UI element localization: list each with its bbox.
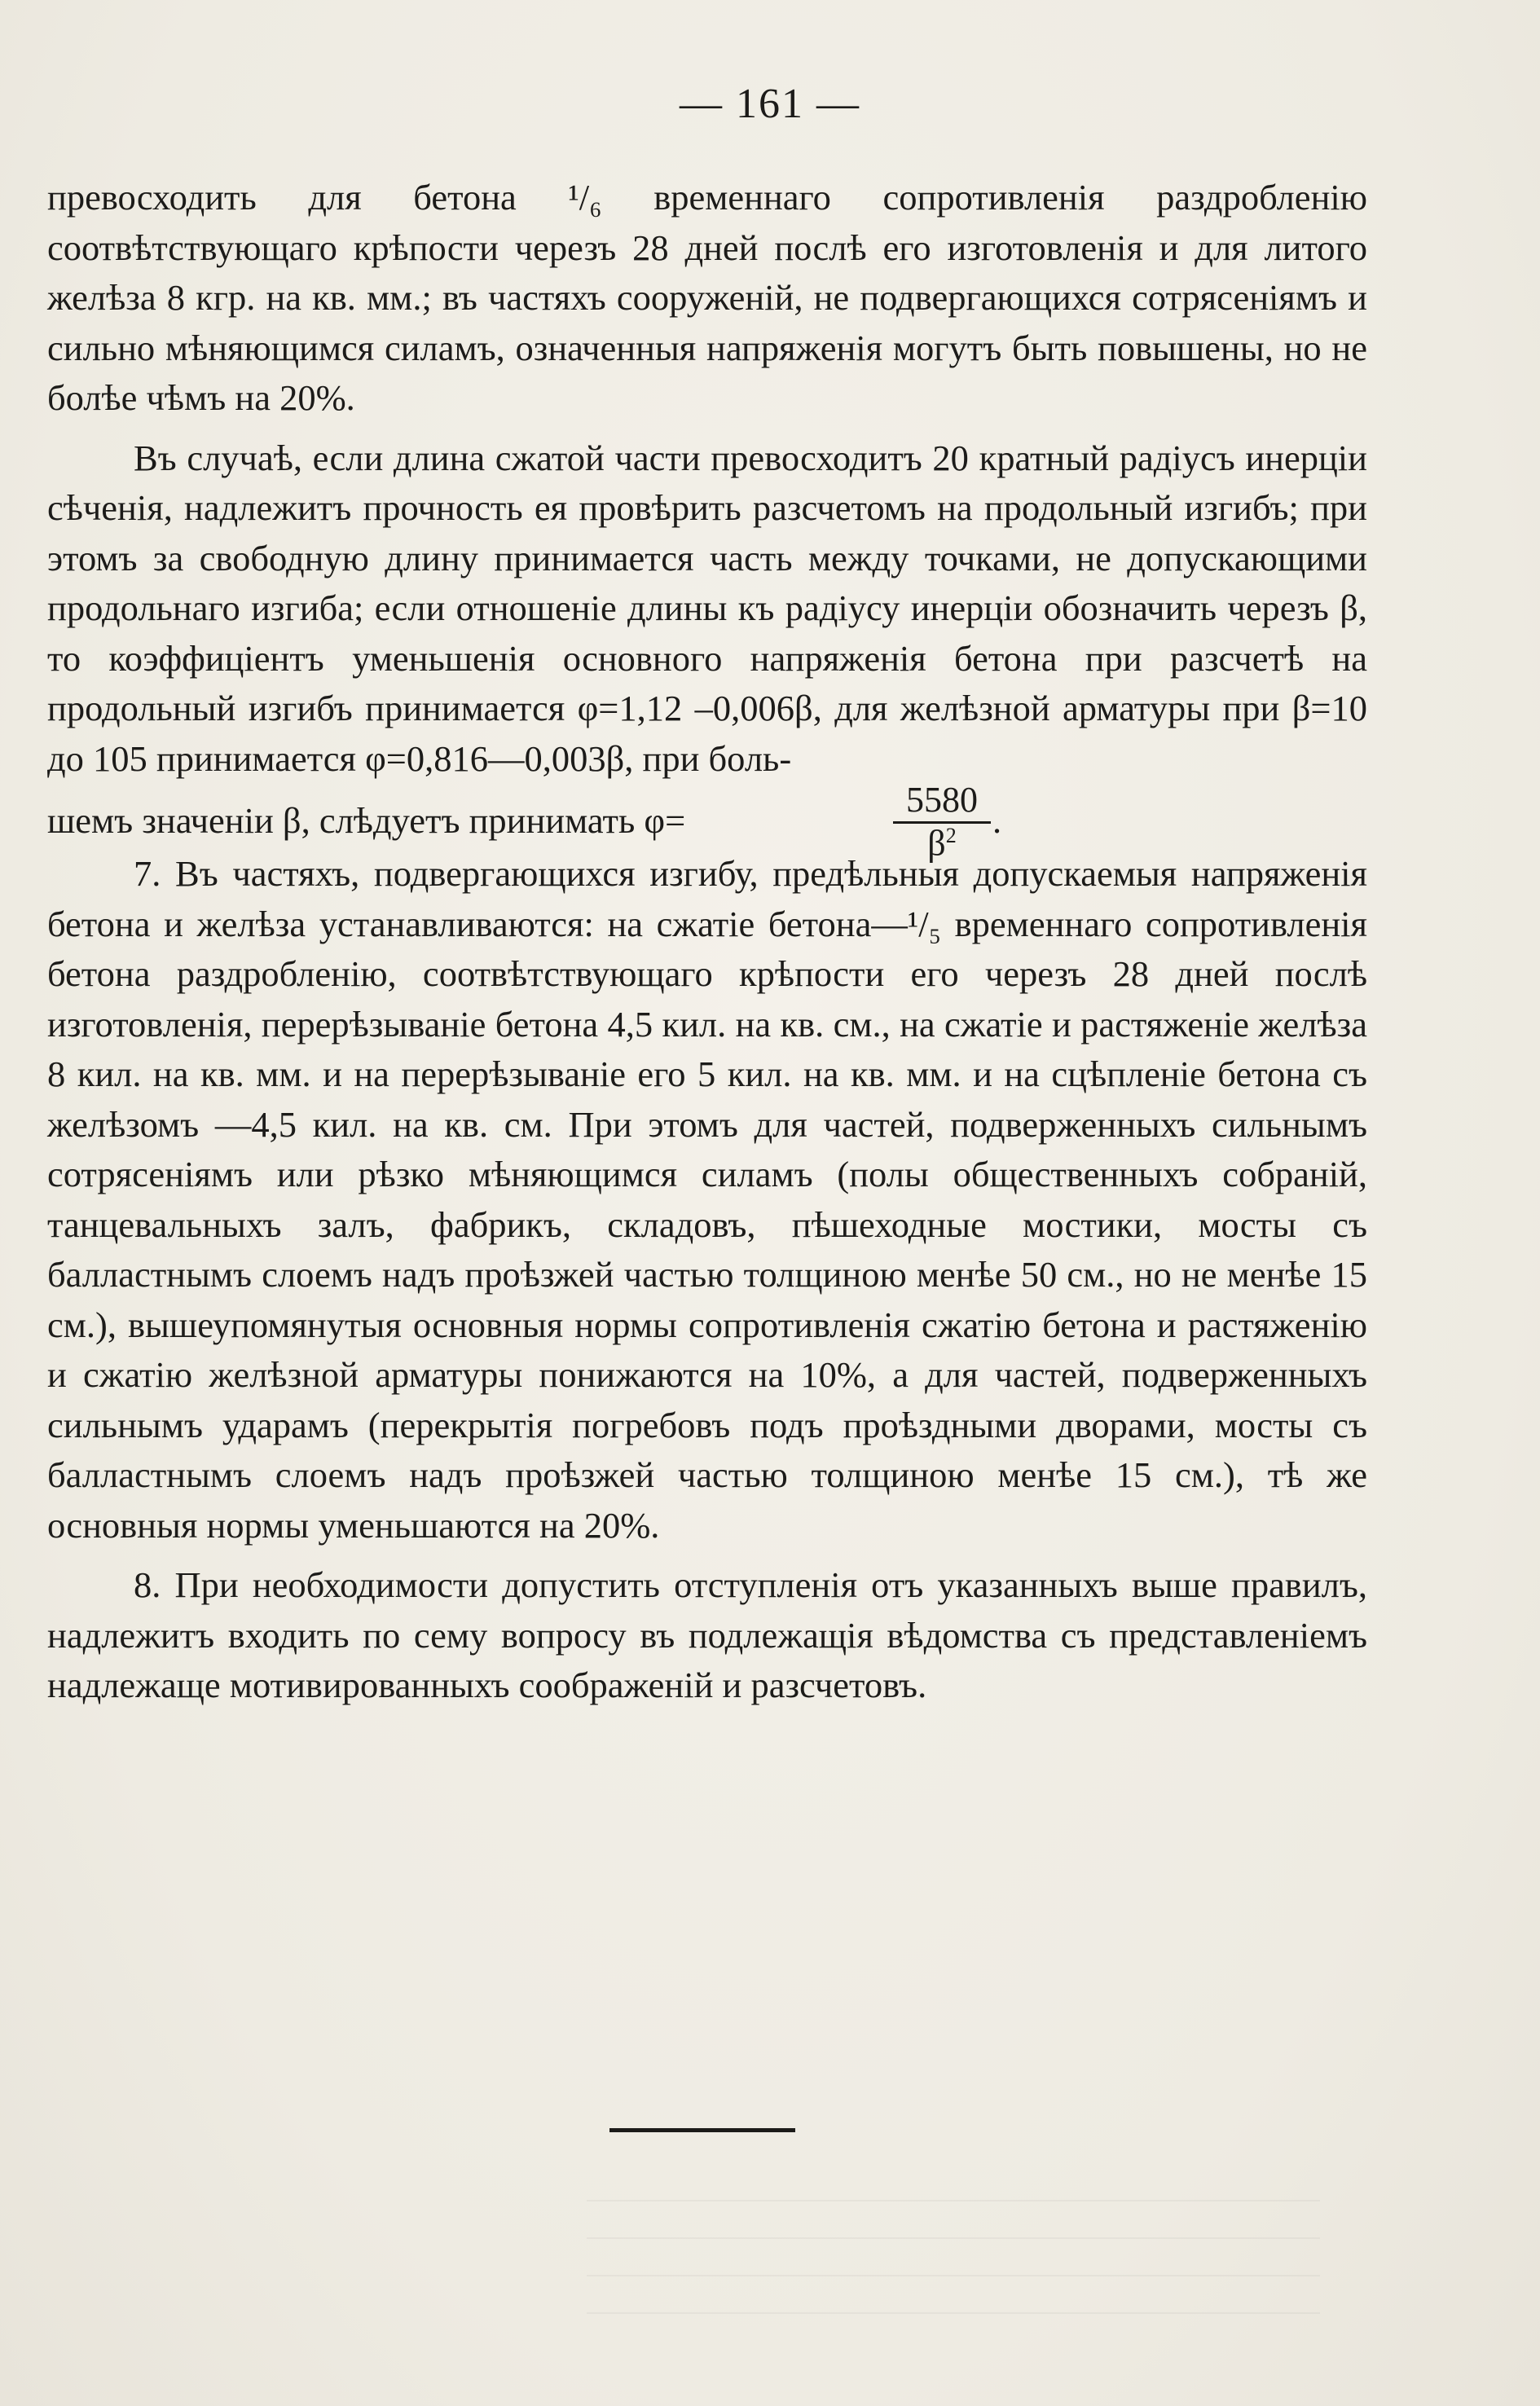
formula-lead-text: шемъ значеніи β, слѣдуетъ принимать φ=	[47, 799, 686, 841]
fraction-numerator: 5580	[893, 782, 991, 824]
paragraph-item-7: 7. Въ частяхъ, подвергающихся изгибу, предѣльныя допускаемыя напряженія бетона и желѣза устанавливаются: на сжатіе бетона—¹/₅ временнаго сопротивленія бетона раздробленію, соотвѣтствующаго крѣпости его черезъ 28 дней послѣ изготовленія, перерѣзываніе бетона 4,5 кил. на кв. см., на сжатіе и растяженіе желѣза 8 кил. на кв. мм. и на перерѣзываніе его 5 кил. на кв. мм. и на сцѣпленіе бетона съ желѣзомъ —4,5 кил. на кв. см. При этомъ для частей, подверженныхъ сильнымъ сотрясеніямъ или рѣзко мѣняющимся силамъ (полы общественныхъ собраній, танцевальныхъ залъ, фабрикъ, складовъ, пѣшеходные мостики, мосты съ балластнымъ слоемъ надъ проѣзжей частью толщиною менѣе 50 см., но не менѣе 15 см.), вышеупомянутыя основныя нормы сопротивленія сжатію бетона и растяженію и сжатію желѣзной арматуры понижаются на 10%, а для частей, подверженныхъ сильнымъ ударамъ (перекрытія погребовъ подъ проѣздными дворами, мосты съ балластнымъ слоемъ надъ проѣзжей частью толщиною менѣе 15 см.), тѣ же основныя нормы уменьшаются на 20%.	[47, 853, 1367, 1546]
formula-tail: .	[992, 799, 1002, 841]
section-end-rule	[609, 2128, 795, 2132]
denominator-symbol: β	[927, 824, 946, 864]
denominator-exponent: 2	[945, 824, 957, 848]
paragraph-item-8: 8. При необходимости допустить отступленія отъ указанныхъ выше правилъ, надлежитъ входить по сему вопросу въ подлежащія вѣдомства съ представленіемъ надлежаще мотивированныхъ соображеній и разсчетовъ.	[47, 1564, 1367, 1705]
paragraph-continuation: превосходить для бетона ¹/₆ временнаго сопротивленія раздробленію соотвѣтствующаго крѣпости черезъ 28 дней послѣ его изготовленія и для литого желѣза 8 кгр. на кв. мм.; въ частяхъ сооруженій, не подвергающихся сотрясеніямъ и сильно мѣняющимся силамъ, означенныя напряженія могутъ быть повышены, но не болѣе чѣмъ на 20%.	[47, 177, 1367, 418]
page-body	[47, 173, 1367, 1711]
page-number: — 161 —	[680, 81, 860, 127]
paragraph-buckling: Въ случаѣ, если длина сжатой части превосходитъ 20 кратный радіусъ инерціи сѣченія, надлежитъ прочность ея провѣрить разсчетомъ на продольный изгибъ; при этомъ за свободную длину принимается часть между точками, не допускающими продольнаго изгиба; если отношеніе длины къ радіусу инерціи обозначить черезъ β, то коэффиціентъ уменьшенія основного напряженія бетона при разсчетѣ на продольный изгибъ принимается φ=1,12 –0,006β, для желѣзной арматуры при β=10 до 105 принимается φ=0,816—0,003β, при боль-	[47, 437, 1367, 779]
formula-fraction	[893, 782, 991, 862]
fraction-denominator	[893, 824, 991, 862]
formula-line	[47, 780, 1367, 864]
bleed-through-shadow	[587, 2200, 1320, 2330]
